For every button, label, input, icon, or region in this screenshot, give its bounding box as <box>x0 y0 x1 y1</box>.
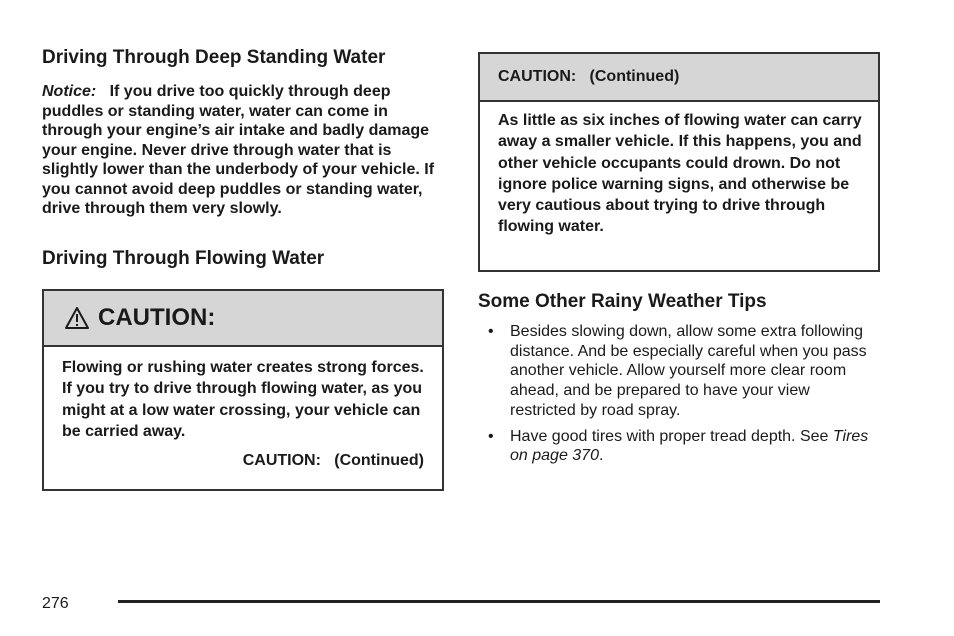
footer-rule <box>118 600 880 603</box>
page-reference-link[interactable]: Tires on page 370 <box>510 427 869 465</box>
heading-flowing-water: Driving Through Flowing Water <box>42 248 325 269</box>
caution-continued-header: CAUTION: (Continued) <box>480 54 878 102</box>
bullet-icon: • <box>488 427 494 445</box>
bullet-icon: • <box>488 323 494 340</box>
heading-rainy-weather-tips: Some Other Rainy Weather Tips <box>478 291 767 312</box>
list-item <box>478 322 874 421</box>
notice-label: Notice: <box>42 83 97 100</box>
caution-title: CAUTION: <box>98 304 216 331</box>
caution-continued-box <box>478 52 880 272</box>
caution-continued-body: As little as six inches of flowing water can carry away a smaller vehicle. If this happens, you and other vehicle occupants could drown. Do not ignore police warning signs, and otherwise be very cautious about trying to drive through flowing water. <box>498 112 862 236</box>
caution-box <box>42 289 444 491</box>
notice-text: If you drive too quickly through deep puddles or standing water, water can come in through your engine’s air intake and badly damage your engine. Never drive through water that is slightly lower than the underbody of your vehicle. If you cannot avoid deep puddles or standing water, drive through them very slowly. <box>42 83 435 217</box>
bullet-end: . <box>598 447 604 465</box>
caution-continued-label: CAUTION: (Continued) <box>242 452 424 470</box>
caution-header <box>44 291 442 347</box>
bullet-text: Have good tires with proper tread depth. See <box>510 427 829 445</box>
tips-list <box>478 322 874 472</box>
notice-paragraph <box>42 82 448 219</box>
heading-deep-standing-water: Driving Through Deep Standing Water <box>42 47 386 68</box>
page-number: 276 <box>42 595 69 612</box>
bullet-text: Besides slowing down, allow some extra following distance. And be especially careful when you pass another vehicle. Allow yourself more clear room ahead, and be prepared to have your view restricted by road spray. <box>510 323 867 419</box>
caution-text: Flowing or rushing water creates strong forces. If you try to drive through flowing water, as you might at a low water crossing, your vehicle can be carried away. <box>62 359 424 440</box>
caution-body <box>44 347 442 471</box>
warning-triangle-icon <box>64 306 90 330</box>
list-item <box>478 427 874 466</box>
